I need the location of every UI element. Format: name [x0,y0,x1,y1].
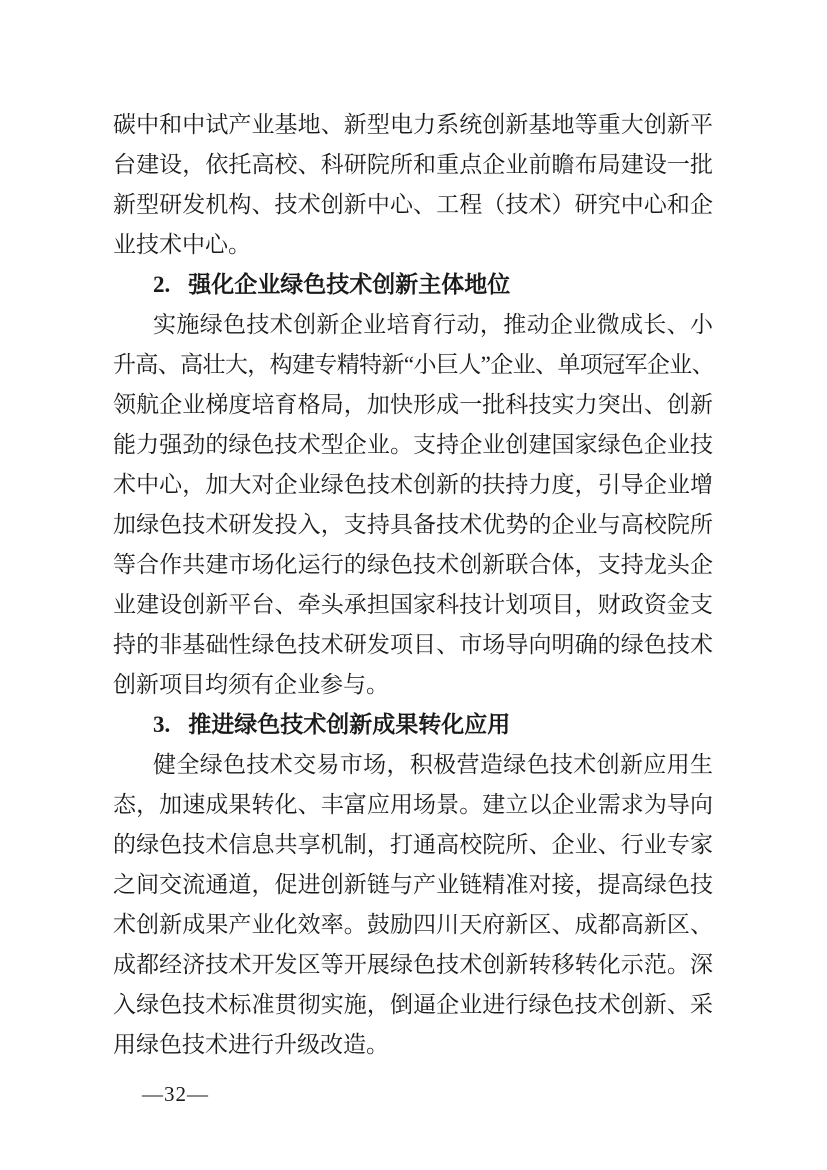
paragraph3-line: 成都经济技术开发区等开展绿色技术创新转移转化示范。深 [113,952,713,977]
paragraph1-line: 新型研发机构、技术创新中心、工程（技术）研究中心和企 [113,192,713,217]
heading-title: 强化企业绿色技术创新主体地位 [188,272,511,297]
paragraph3-line: 之间交流通道，促进创新链与产业链精准对接，提高绿色技 [113,872,713,897]
paragraph3-line: 术创新成果产业化效率。鼓励四川天府新区、成都高新区、 [113,912,713,937]
paragraph2-line: 升高、高壮大，构建专精特新“小巨人”企业、单项冠军企业、 [113,352,713,377]
paragraph2-line: 等合作共建市场化运行的绿色技术创新联合体，支持龙头企 [113,552,713,577]
paragraph3-line: 入绿色技术标准贯彻实施，倒逼企业进行绿色技术创新、采 [113,992,713,1017]
heading-title: 推进绿色技术创新成果转化应用 [188,712,511,737]
paragraph2-line: 创新项目均须有企业参与。 [113,672,389,697]
heading-number: 3. [153,712,171,737]
paragraph2-line: 持的非基础性绿色技术研发项目、市场导向明确的绿色技术 [113,632,713,657]
section-heading-2 [113,265,713,305]
body-text-block [113,105,713,1065]
paragraph3-line: 用绿色技术进行升级改造。 [113,1032,389,1057]
paragraph2-line: 业建设创新平台、牵头承担国家科技计划项目，财政资金支 [113,592,713,617]
paragraph2-line: 实施绿色技术创新企业培育行动，推动企业微成长、小 [153,312,713,337]
paragraph2-line: 领航企业梯度培育格局，加快形成一批科技实力突出、创新 [113,392,713,417]
section-heading-3 [113,705,713,745]
paragraph1-line: 碳中和中试产业基地、新型电力系统创新基地等重大创新平 [113,112,713,137]
paragraph3-line: 健全绿色技术交易市场，积极营造绿色技术创新应用生 [153,752,713,777]
heading-number: 2. [153,272,171,297]
paragraph2-line: 术中心，加大对企业绿色技术创新的扶持力度，引导企业增 [113,472,713,497]
paragraph3-line: 的绿色技术信息共享机制，打通高校院所、企业、行业专家 [113,832,713,857]
paragraph2-line: 能力强劲的绿色技术型企业。支持企业创建国家绿色企业技 [113,432,713,457]
page-number: —32— [142,1082,209,1106]
paragraph2-line: 加绿色技术研发投入，支持具备技术优势的企业与高校院所 [113,512,713,537]
paragraph1-line: 业技术中心。 [113,232,251,257]
paragraph1-line: 台建设，依托高校、科研院所和重点企业前瞻布局建设一批 [113,152,713,177]
paragraph3-line: 态，加速成果转化、丰富应用场景。建立以企业需求为导向 [113,792,713,817]
